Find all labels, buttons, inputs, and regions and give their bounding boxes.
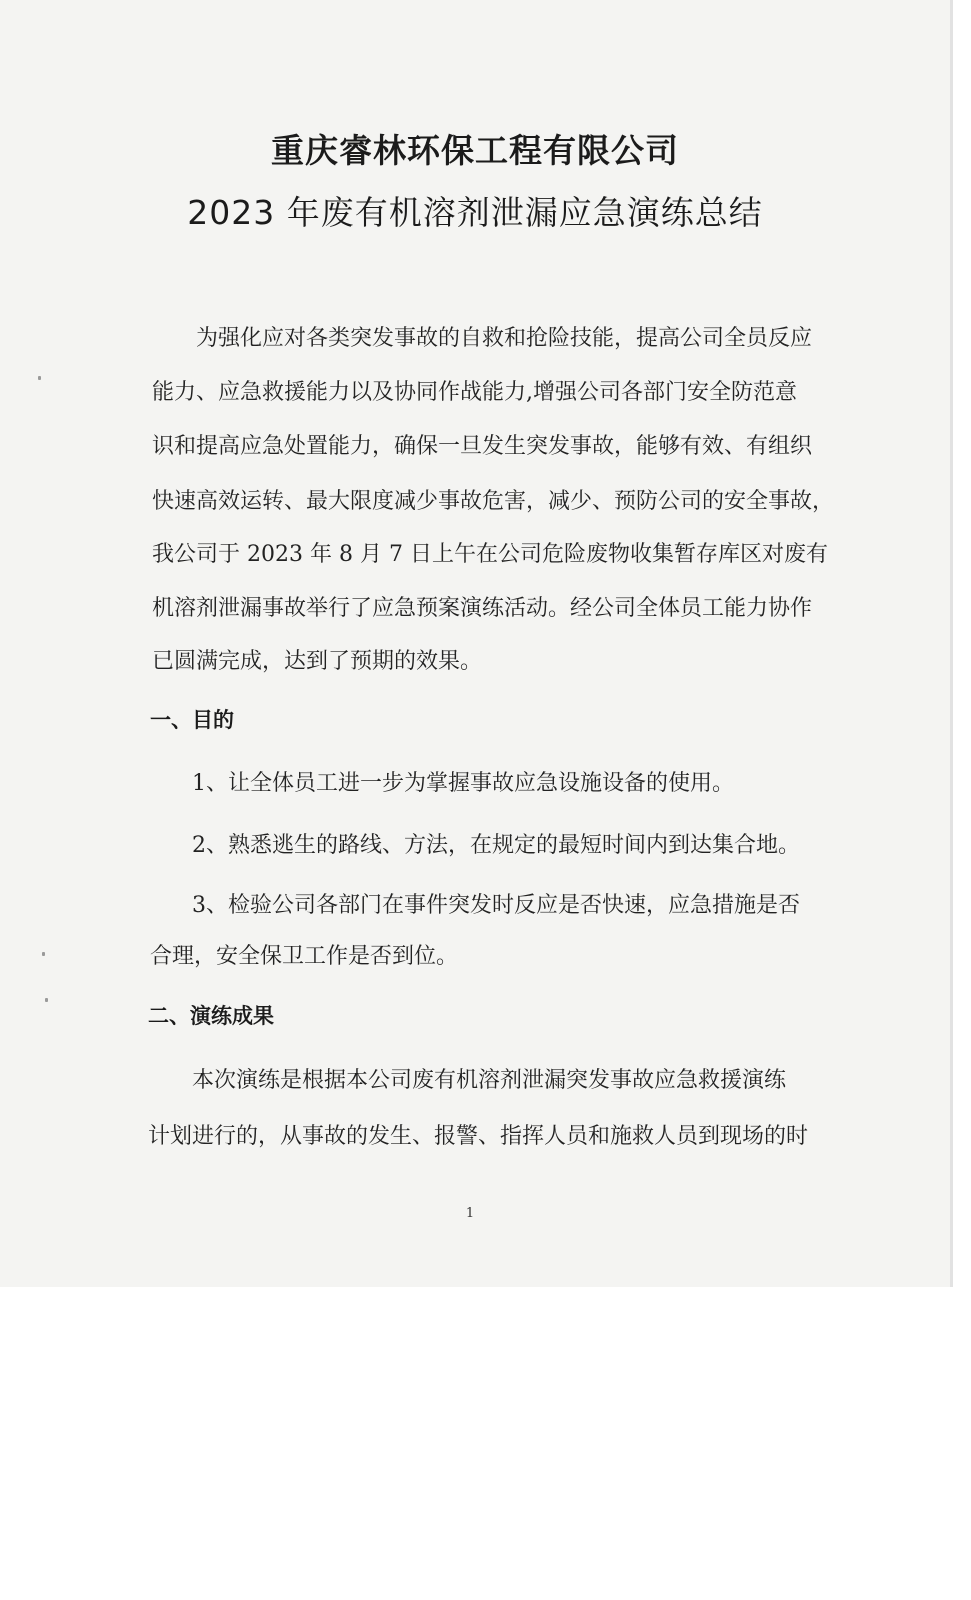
document-subtitle: 2023 年废有机溶剂泄漏应急演练总结 bbox=[187, 193, 763, 232]
scan-speck bbox=[42, 952, 45, 956]
page-number: 1 bbox=[465, 1206, 475, 1221]
scan-speck bbox=[38, 376, 41, 380]
section-heading-purpose: 一、目的 bbox=[150, 708, 234, 732]
purpose-item: 1、让全体员工进一步为掌握事故应急设施设备的使用。 bbox=[192, 771, 734, 796]
intro-line: 我公司于 2023 年 8 月 7 日上午在公司危险废物收集暂存库区对废有 bbox=[152, 542, 828, 567]
purpose-item: 3、检验公司各部门在事件突发时反应是否快速，应急措施是否 bbox=[192, 893, 800, 918]
section-heading-results: 二、演练成果 bbox=[148, 1004, 274, 1028]
results-line: 本次演练是根据本公司废有机溶剂泄漏突发事故应急救援演练 bbox=[192, 1068, 787, 1093]
scan-speck bbox=[45, 998, 48, 1002]
results-line: 计划进行的，从事故的发生、报警、指挥人员和施救人员到现场的时 bbox=[148, 1124, 809, 1149]
intro-line: 能力、应急救援能力以及协同作战能力,增强公司各部门安全防范意 bbox=[152, 380, 797, 405]
intro-line: 机溶剂泄漏事故举行了应急预案演练活动。经公司全体员工能力协作 bbox=[152, 596, 813, 621]
intro-line: 快速高效运转、最大限度减少事故危害，减少、预防公司的安全事故， bbox=[152, 489, 835, 514]
intro-line: 为强化应对各类突发事故的自救和抢险技能，提高公司全员反应 bbox=[196, 326, 813, 351]
intro-line: 已圆满完成，达到了预期的效果。 bbox=[152, 649, 483, 674]
scan-edge bbox=[950, 0, 953, 1287]
intro-line: 识和提高应急处置能力，确保一旦发生突发事故，能够有效、有组织 bbox=[152, 434, 813, 459]
document-title: 重庆睿林环保工程有限公司 bbox=[271, 131, 679, 170]
purpose-item-continued: 合理，安全保卫工作是否到位。 bbox=[150, 944, 459, 969]
purpose-item: 2、熟悉逃生的路线、方法，在规定的最短时间内到达集合地。 bbox=[192, 833, 800, 858]
